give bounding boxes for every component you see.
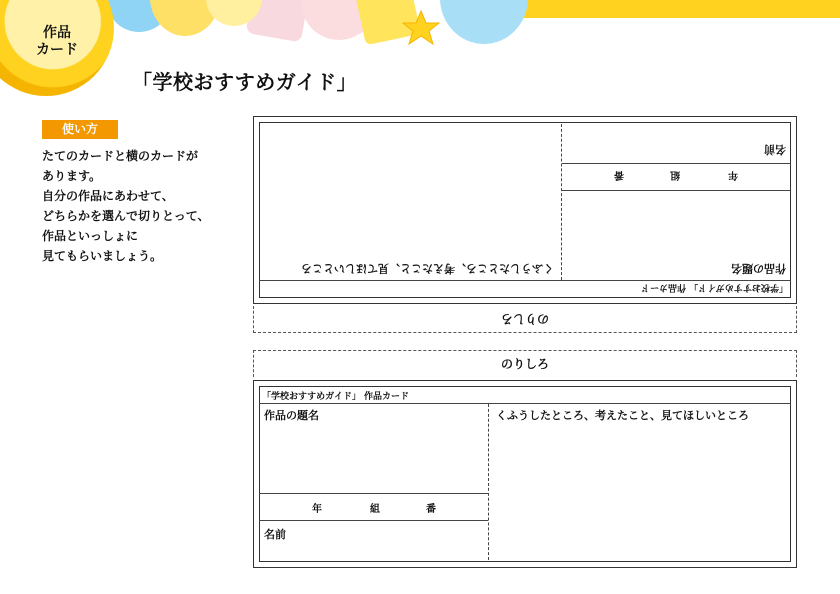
grade-label: 年 [312,504,322,515]
name-label: 名前 [264,528,286,541]
grade-label: 年 [728,169,738,180]
card-header: 「学校おすすめガイド」 作品カード [641,282,788,292]
card-divider [488,404,489,560]
grade-row-bottom [259,520,488,521]
howto-line: 見てもらいましょう。 [42,249,163,263]
badge-line1: 作品 [43,25,71,41]
card-header-rule [259,280,791,281]
work-title-label: 作品の題名 [731,262,786,275]
class-label: 組 [370,504,380,515]
work-card [253,380,797,568]
card-header-rule [259,403,791,404]
howto-line: 作品といっしょに [42,229,139,243]
glue-margin-tab [253,306,797,333]
page-title: 「学校おすすめガイド」 [132,70,358,94]
grade-row-top [562,190,791,191]
work-title-label: 作品の題名 [264,409,319,422]
howto-line: どちらかを選んで切りとって、 [42,209,210,223]
howto-tag: 使い方 [42,120,118,139]
star-icon [402,10,440,46]
card-header: 「学校おすすめガイド」 作品カード [262,392,409,402]
howto-line: あります。 [42,169,102,183]
work-card-upside-down-rotated [254,117,796,303]
category-badge-label [22,25,92,59]
grade-row-bottom [562,163,791,164]
howto-line: 自分の作品にあわせて、 [42,189,174,203]
glue-margin-label: のりしろ [500,357,549,371]
howto-line: たてのカードと横のカードが [42,149,199,163]
card-divider [561,124,562,280]
notes-label: くふうしたところ、考えたこと、見てほしいところ [496,409,749,422]
name-label: 名前 [764,143,786,156]
number-label: 番 [426,504,436,515]
class-label: 組 [670,169,680,180]
number-label: 番 [614,169,624,180]
howto-text [42,146,242,266]
decor-bubble-blue-2 [440,0,528,44]
grade-row-top [259,493,488,494]
badge-line2: カード [36,42,78,58]
work-card-upside-down [253,116,797,304]
notes-label: くふうしたところ、考えたこと、見てほしいところ [301,262,554,275]
header-band [520,0,840,18]
glue-margin-tab [253,350,797,377]
glue-margin-label: のりしろ [501,312,550,326]
